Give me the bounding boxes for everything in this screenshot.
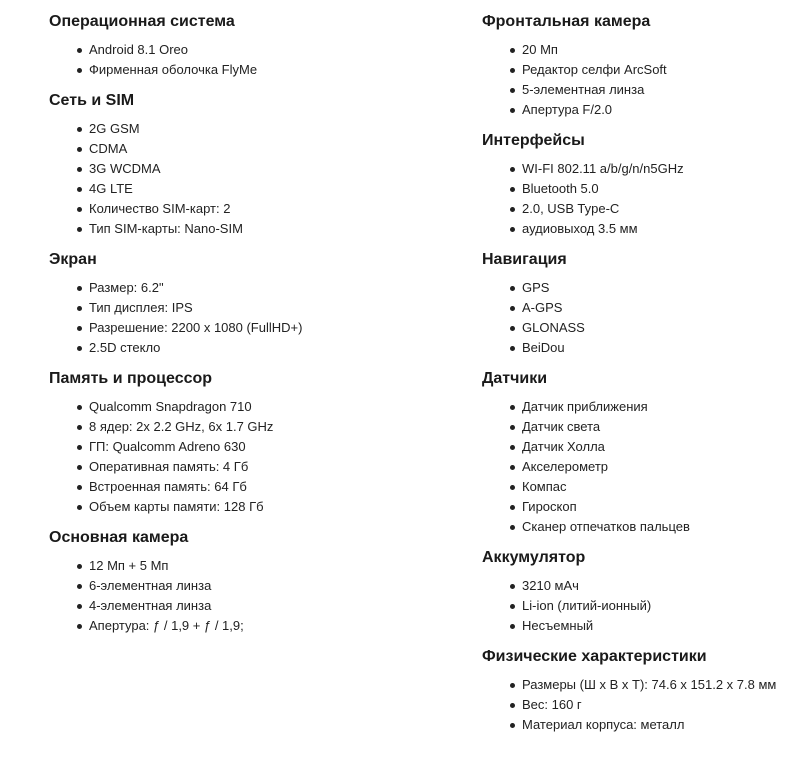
spec-item-text: 4G LTE	[89, 181, 133, 196]
spec-item-text: CDMA	[89, 141, 128, 156]
spec-item	[482, 576, 800, 596]
spec-item	[482, 497, 800, 517]
bullet-icon	[510, 683, 515, 688]
section-title: Интерфейсы	[482, 132, 585, 149]
bullet-icon	[510, 624, 515, 629]
spec-item-text: Qualcomm Snapdragon 710	[89, 399, 252, 414]
spec-item	[482, 60, 800, 80]
spec-item-text: 8 ядер: 2x 2.2 GHz, 6x 1.7 GHz	[89, 419, 274, 434]
spec-item	[482, 715, 800, 735]
bullet-icon	[77, 425, 82, 430]
spec-item	[49, 179, 449, 199]
bullet-icon	[510, 227, 515, 232]
bullet-icon	[510, 108, 515, 113]
spec-section	[482, 130, 800, 239]
spec-item	[49, 40, 449, 60]
section-title: Сеть и SIM	[49, 92, 135, 109]
spec-section	[49, 90, 449, 239]
spec-item	[49, 616, 449, 636]
spec-item	[49, 417, 449, 437]
spec-item-text: Датчик Холла	[522, 439, 605, 454]
spec-item-text: 4-элементная линза	[89, 598, 212, 613]
spec-item	[482, 199, 800, 219]
spec-list	[482, 159, 800, 239]
spec-item-text: Bluetooth 5.0	[522, 181, 599, 196]
bullet-icon	[77, 465, 82, 470]
bullet-icon	[77, 326, 82, 331]
spec-item-text: Разрешение: 2200 x 1080 (FullHD+)	[89, 320, 303, 335]
spec-item	[482, 298, 800, 318]
bullet-icon	[510, 425, 515, 430]
spec-item-text: ГП: Qualcomm Adreno 630	[89, 439, 246, 454]
spec-item	[49, 477, 449, 497]
bullet-icon	[77, 485, 82, 490]
spec-item-text: 2.0, USB Type-C	[522, 201, 620, 216]
bullet-icon	[510, 465, 515, 470]
spec-item	[49, 199, 449, 219]
spec-item-text: 2G GSM	[89, 121, 140, 136]
spec-item	[49, 338, 449, 358]
spec-item	[49, 159, 449, 179]
bullet-icon	[510, 703, 515, 708]
bullet-icon	[510, 88, 515, 93]
bullet-icon	[510, 485, 515, 490]
bullet-icon	[510, 604, 515, 609]
bullet-icon	[77, 604, 82, 609]
bullet-icon	[510, 723, 515, 728]
spec-list	[49, 40, 449, 80]
spec-item-text: Количество SIM-карт: 2	[89, 201, 231, 216]
bullet-icon	[77, 564, 82, 569]
spec-section	[482, 249, 800, 358]
spec-item	[49, 437, 449, 457]
spec-section	[482, 368, 800, 537]
spec-item	[482, 457, 800, 477]
bullet-icon	[77, 167, 82, 172]
spec-item	[49, 298, 449, 318]
spec-item-text: Android 8.1 Oreo	[89, 42, 189, 57]
spec-section	[482, 547, 800, 636]
bullet-icon	[77, 48, 82, 53]
spec-item-text: A-GPS	[522, 300, 563, 315]
spec-item	[482, 596, 800, 616]
spec-item	[49, 219, 449, 239]
bullet-icon	[510, 187, 515, 192]
section-title: Операционная система	[49, 13, 235, 30]
spec-item-text: Тип SIM-карты: Nano-SIM	[89, 221, 243, 236]
spec-item	[49, 576, 449, 596]
spec-item	[49, 278, 449, 298]
spec-item-text: Li-ion (литий-ионный)	[522, 598, 652, 613]
spec-list	[482, 40, 800, 120]
spec-item	[482, 477, 800, 497]
spec-item	[482, 179, 800, 199]
spec-item	[482, 159, 800, 179]
bullet-icon	[77, 187, 82, 192]
bullet-icon	[510, 68, 515, 73]
spec-item-text: Вес: 160 г	[522, 697, 582, 712]
spec-list	[482, 675, 800, 735]
bullet-icon	[510, 346, 515, 351]
bullet-icon	[510, 207, 515, 212]
bullet-icon	[510, 286, 515, 291]
spec-item	[49, 556, 449, 576]
section-title: Навигация	[482, 251, 567, 268]
bullet-icon	[77, 227, 82, 232]
spec-item-text: BeiDou	[522, 340, 565, 355]
spec-item	[482, 318, 800, 338]
spec-section	[49, 11, 449, 80]
section-title: Фронтальная камера	[482, 13, 651, 30]
spec-list	[49, 278, 449, 358]
section-title: Основная камера	[49, 529, 189, 546]
spec-item-text: 20 Мп	[522, 42, 558, 57]
bullet-icon	[510, 445, 515, 450]
bullet-icon	[77, 286, 82, 291]
section-title: Память и процессор	[49, 370, 213, 387]
spec-item-text: 3210 мАч	[522, 578, 579, 593]
spec-item	[482, 675, 800, 695]
bullet-icon	[77, 346, 82, 351]
spec-list	[49, 556, 449, 636]
bullet-icon	[77, 445, 82, 450]
bullet-icon	[77, 127, 82, 132]
spec-item-text: Размеры (Ш x В x Т): 74.6 x 151.2 x 7.8 мм	[522, 677, 777, 692]
spec-item	[49, 457, 449, 477]
right-column	[482, 11, 800, 745]
bullet-icon	[510, 167, 515, 172]
spec-item-text: Гироскоп	[522, 499, 577, 514]
spec-item	[482, 517, 800, 537]
bullet-icon	[77, 505, 82, 510]
section-title: Физические характеристики	[482, 648, 707, 665]
spec-item	[482, 100, 800, 120]
spec-item-text: 12 Мп + 5 Мп	[89, 558, 169, 573]
spec-item	[482, 695, 800, 715]
bullet-icon	[77, 207, 82, 212]
spec-item-text: Оперативная память: 4 Гб	[89, 459, 249, 474]
section-title: Датчики	[482, 370, 548, 387]
spec-item	[482, 219, 800, 239]
spec-item-text: 6-элементная линза	[89, 578, 212, 593]
spec-item	[482, 278, 800, 298]
bullet-icon	[510, 326, 515, 331]
section-title: Аккумулятор	[482, 549, 586, 566]
bullet-icon	[77, 405, 82, 410]
spec-item-text: Тип дисплея: IPS	[89, 300, 193, 315]
spec-list	[482, 397, 800, 537]
spec-item	[49, 139, 449, 159]
spec-item-text: Размер: 6.2"	[89, 280, 164, 295]
spec-item	[482, 616, 800, 636]
spec-item	[49, 318, 449, 338]
left-column	[49, 11, 449, 646]
spec-item	[49, 596, 449, 616]
spec-item-text: 2.5D стекло	[89, 340, 161, 355]
bullet-icon	[510, 306, 515, 311]
spec-list	[49, 397, 449, 517]
bullet-icon	[77, 147, 82, 152]
spec-list	[482, 576, 800, 636]
bullet-icon	[510, 48, 515, 53]
spec-item-text: GPS	[522, 280, 550, 295]
spec-section	[49, 249, 449, 358]
spec-item-text: аудиовыход 3.5 мм	[522, 221, 638, 236]
bullet-icon	[77, 584, 82, 589]
spec-item-text: Встроенная память: 64 Гб	[89, 479, 247, 494]
spec-item	[49, 397, 449, 417]
spec-list	[482, 278, 800, 358]
spec-item	[49, 119, 449, 139]
spec-item-text: 5-элементная линза	[522, 82, 645, 97]
bullet-icon	[510, 584, 515, 589]
bullet-icon	[510, 505, 515, 510]
spec-item	[49, 497, 449, 517]
spec-item	[482, 417, 800, 437]
spec-item	[49, 60, 449, 80]
spec-item	[482, 80, 800, 100]
spec-item-text: Апертура: ƒ / 1,9 + ƒ / 1,9;	[89, 618, 244, 633]
spec-item-text: Апертура F/2.0	[522, 102, 613, 117]
bullet-icon	[510, 405, 515, 410]
bullet-icon	[77, 68, 82, 73]
spec-item-text: Материал корпуса: металл	[522, 717, 685, 732]
spec-item	[482, 338, 800, 358]
spec-item-text: Фирменная оболочка FlyMe	[89, 62, 258, 77]
bullet-icon	[510, 525, 515, 530]
spec-item-text: 3G WCDMA	[89, 161, 161, 176]
spec-item-text: Сканер отпечатков пальцев	[522, 519, 690, 534]
spec-section	[49, 527, 449, 636]
spec-item-text: Датчик приближения	[522, 399, 648, 414]
spec-item-text: Объем карты памяти: 128 Гб	[89, 499, 264, 514]
spec-item	[482, 40, 800, 60]
spec-item-text: Компас	[522, 479, 567, 494]
spec-item-text: Несъемный	[522, 618, 594, 633]
spec-item-text: GLONASS	[522, 320, 585, 335]
spec-item-text: WI-FI 802.11 a/b/g/n/n5GHz	[522, 161, 684, 176]
spec-item	[482, 437, 800, 457]
spec-item-text: Датчик света	[522, 419, 601, 434]
spec-item-text: Акселерометр	[522, 459, 608, 474]
spec-item	[482, 397, 800, 417]
spec-item-text: Редактор селфи ArcSoft	[522, 62, 667, 77]
spec-section	[482, 646, 800, 735]
spec-list	[49, 119, 449, 239]
bullet-icon	[77, 624, 82, 629]
spec-section	[482, 11, 800, 120]
section-title: Экран	[49, 251, 97, 268]
spec-section	[49, 368, 449, 517]
bullet-icon	[77, 306, 82, 311]
